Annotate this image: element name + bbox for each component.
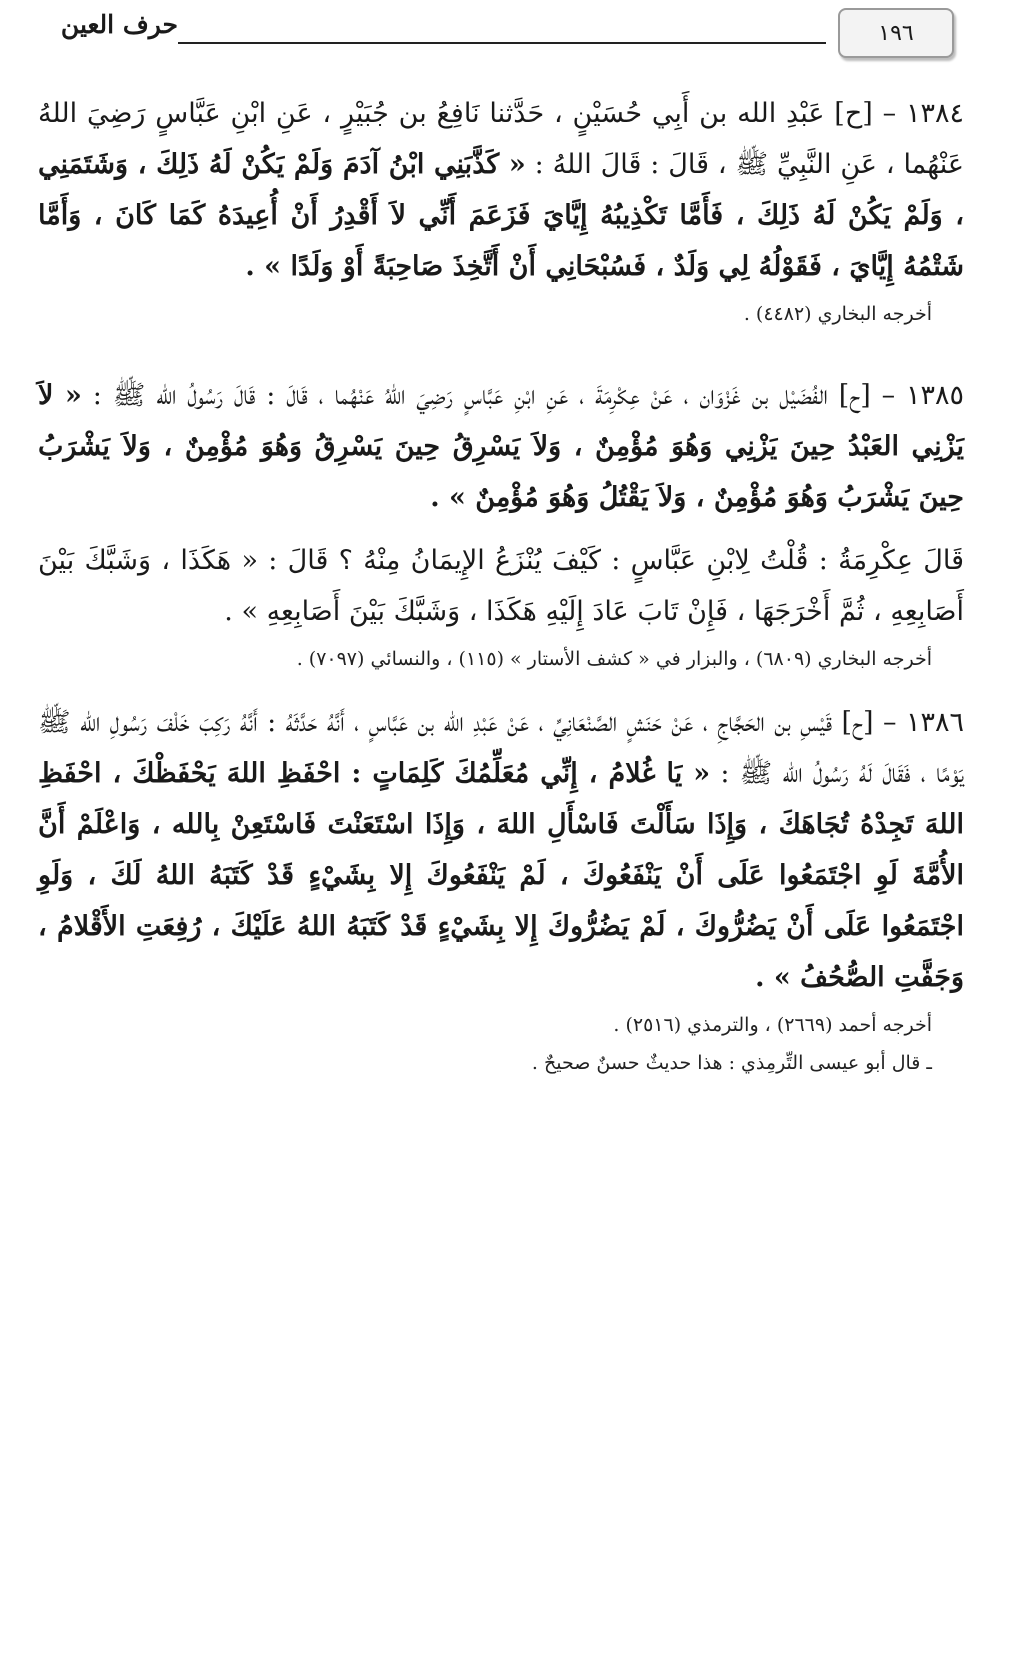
hadith-text xyxy=(38,370,964,523)
hadith-1385 xyxy=(38,370,964,675)
page-body xyxy=(38,88,964,1079)
hadith-text xyxy=(38,88,964,292)
hadith-matn: « يَا غُلامُ ، إِنِّي مُعَلِّمُكَ كَلِمَاتٍ : احْفَظِ اللهَ يَحْفَظْكَ ، احْفَظِ اللهَ تَجِدْهُ تُجَاهَكَ ، وَإِذَا سَأَلْتَ فَاسْأَلِ اللهَ ، وَإِذَا اسْتَعَنْتَ فَاسْتَعِنْ بِالله ، وَاعْلَمْ أَنَّ الأُمَّةَ لَوِ اجْتَمَعُوا عَلَى أَنْ يَنْفَعُوكَ ، لَمْ يَنْفَعُوكَ إِلا بِشَيْءٍ قَدْ كَتَبَهُ اللهُ لَكَ ، وَلَوِ اجْتَمَعُوا عَلَى أَنْ يَضُرُّوكَ ، لَمْ يَضُرُّوكَ إِلا بِشَيْءٍ قَدْ كَتَبَهُ اللهُ عَلَيْكَ ، رُفِعَتِ الأَقْلامُ ، وَجَفَّتِ الصُّحُفُ » . xyxy=(38,758,964,993)
ikrimah-note: قَالَ عِكْرِمَةُ : قُلْتُ لِابْنِ عَبَّاسٍ : كَيْفَ يُنْزَعُ الإِيمَانُ مِنْهُ ؟ قَالَ : « هَكَذَا ، وَشَبَّكَ بَيْنَ أَصَابِعِهِ ، ثُمَّ أَخْرَجَهَا ، فَإِنْ تَابَ عَادَ إِلَيْهِ هَكَذَا ، وَشَبَّكَ بَيْنَ أَصَابِعِهِ » . xyxy=(38,545,964,627)
grading-note: ـ قال أبو عيسى التِّرمِذي : هذا حديثٌ حسنٌ صحيحٌ . xyxy=(531,1052,932,1074)
takhrij-note: أخرجه أحمد (٢٦٦٩) ، والترمذي (٢٥١٦) . xyxy=(613,1014,932,1036)
page-header xyxy=(0,0,1010,60)
hadith-1384 xyxy=(38,88,964,330)
hadith-text xyxy=(38,697,964,1003)
hadith-isnad: [ح] قَيْسِ بن الحَجَّاجِ ، عَنْ حَنَشٍ الصَّنْعَانِيِّ ، عَنْ عَبْدِ الله بن عَبَّاسٍ ، أَنَّهُ حَدَّثَهُ : أَنَّهُ رَكِبَ خَلْفَ رَسُولِ الله ﷺ يَوْمًا ، فَقَالَ لَهُ رَسُولُ الله ﷺ : xyxy=(38,707,964,789)
hadith-number: ١٣٨٦ – xyxy=(883,707,964,738)
takhrij-note: أخرجه البخاري (٦٨٠٩) ، والبزار في « كشف الأستار » (١١٥) ، والنسائي (٧٠٩٧) . xyxy=(296,648,932,670)
hadith-number: ١٣٨٤ – xyxy=(882,98,964,129)
hadith-1386 xyxy=(38,697,964,1079)
hadith-isnad: [ح] عَبْدِ الله بن أَبِي حُسَيْنٍ ، حَدَّثنا نَافِعُ بن جُبَيْرٍ ، عَنِ ابْنِ عَبَّاسٍ رَضِيَ اللهُ عَنْهُما ، عَنِ النَّبِيِّ ﷺ ، قَالَ : قَالَ اللهُ : xyxy=(38,98,964,180)
hadith-number: ١٣٨٥ – xyxy=(881,380,964,411)
hadith-isnad: [ح] الفُضَيْل بن غَزْوَان ، عَنْ عِكْرِمَةَ ، عَنِ ابْنِ عَبَّاسٍ رَضِيَ اللهُ عَنْهُما ، قَالَ : قَالَ رَسُولُ الله ﷺ : xyxy=(92,380,871,411)
page-number: ١٩٦ xyxy=(838,8,954,58)
header-rule xyxy=(178,42,826,44)
hadith-matn: « لاَ يَزْنِي العَبْدُ حِينَ يَزْنِي وَهُوَ مُؤْمِنٌ ، وَلاَ يَسْرِقُ حِينَ يَسْرِقُ وَهُوَ مُؤْمِنٌ ، وَلاَ يَشْرَبُ حِينَ يَشْرَبُ وَهُوَ مُؤْمِنٌ ، وَلاَ يَقْتُلُ وَهُوَ مُؤْمِنٌ » . xyxy=(38,380,964,513)
chapter-title: حرف العين xyxy=(60,10,178,39)
takhrij-note: أخرجه البخاري (٤٤٨٢) . xyxy=(743,303,932,325)
hadith-matn: « كَذَّبَنِي ابْنُ آدَمَ وَلَمْ يَكُنْ لَهُ ذَلِكَ ، وَشَتَمَنِي ، وَلَمْ يَكُنْ لَهُ ذَلِكَ ، فَأَمَّا تَكْذِيبُهُ إِيَّايَ فَزَعَمَ أَنِّي لاَ أَقْدِرُ أَنْ أُعِيدَهُ كَمَا كَانَ ، وَأَمَّا شَتْمُهُ إِيَّايَ ، فَقَوْلُهُ لِي وَلَدٌ ، فَسُبْحَانِي أَنْ أَتَّخِذَ صَاحِبَةً أَوْ وَلَدًا » . xyxy=(38,149,964,282)
